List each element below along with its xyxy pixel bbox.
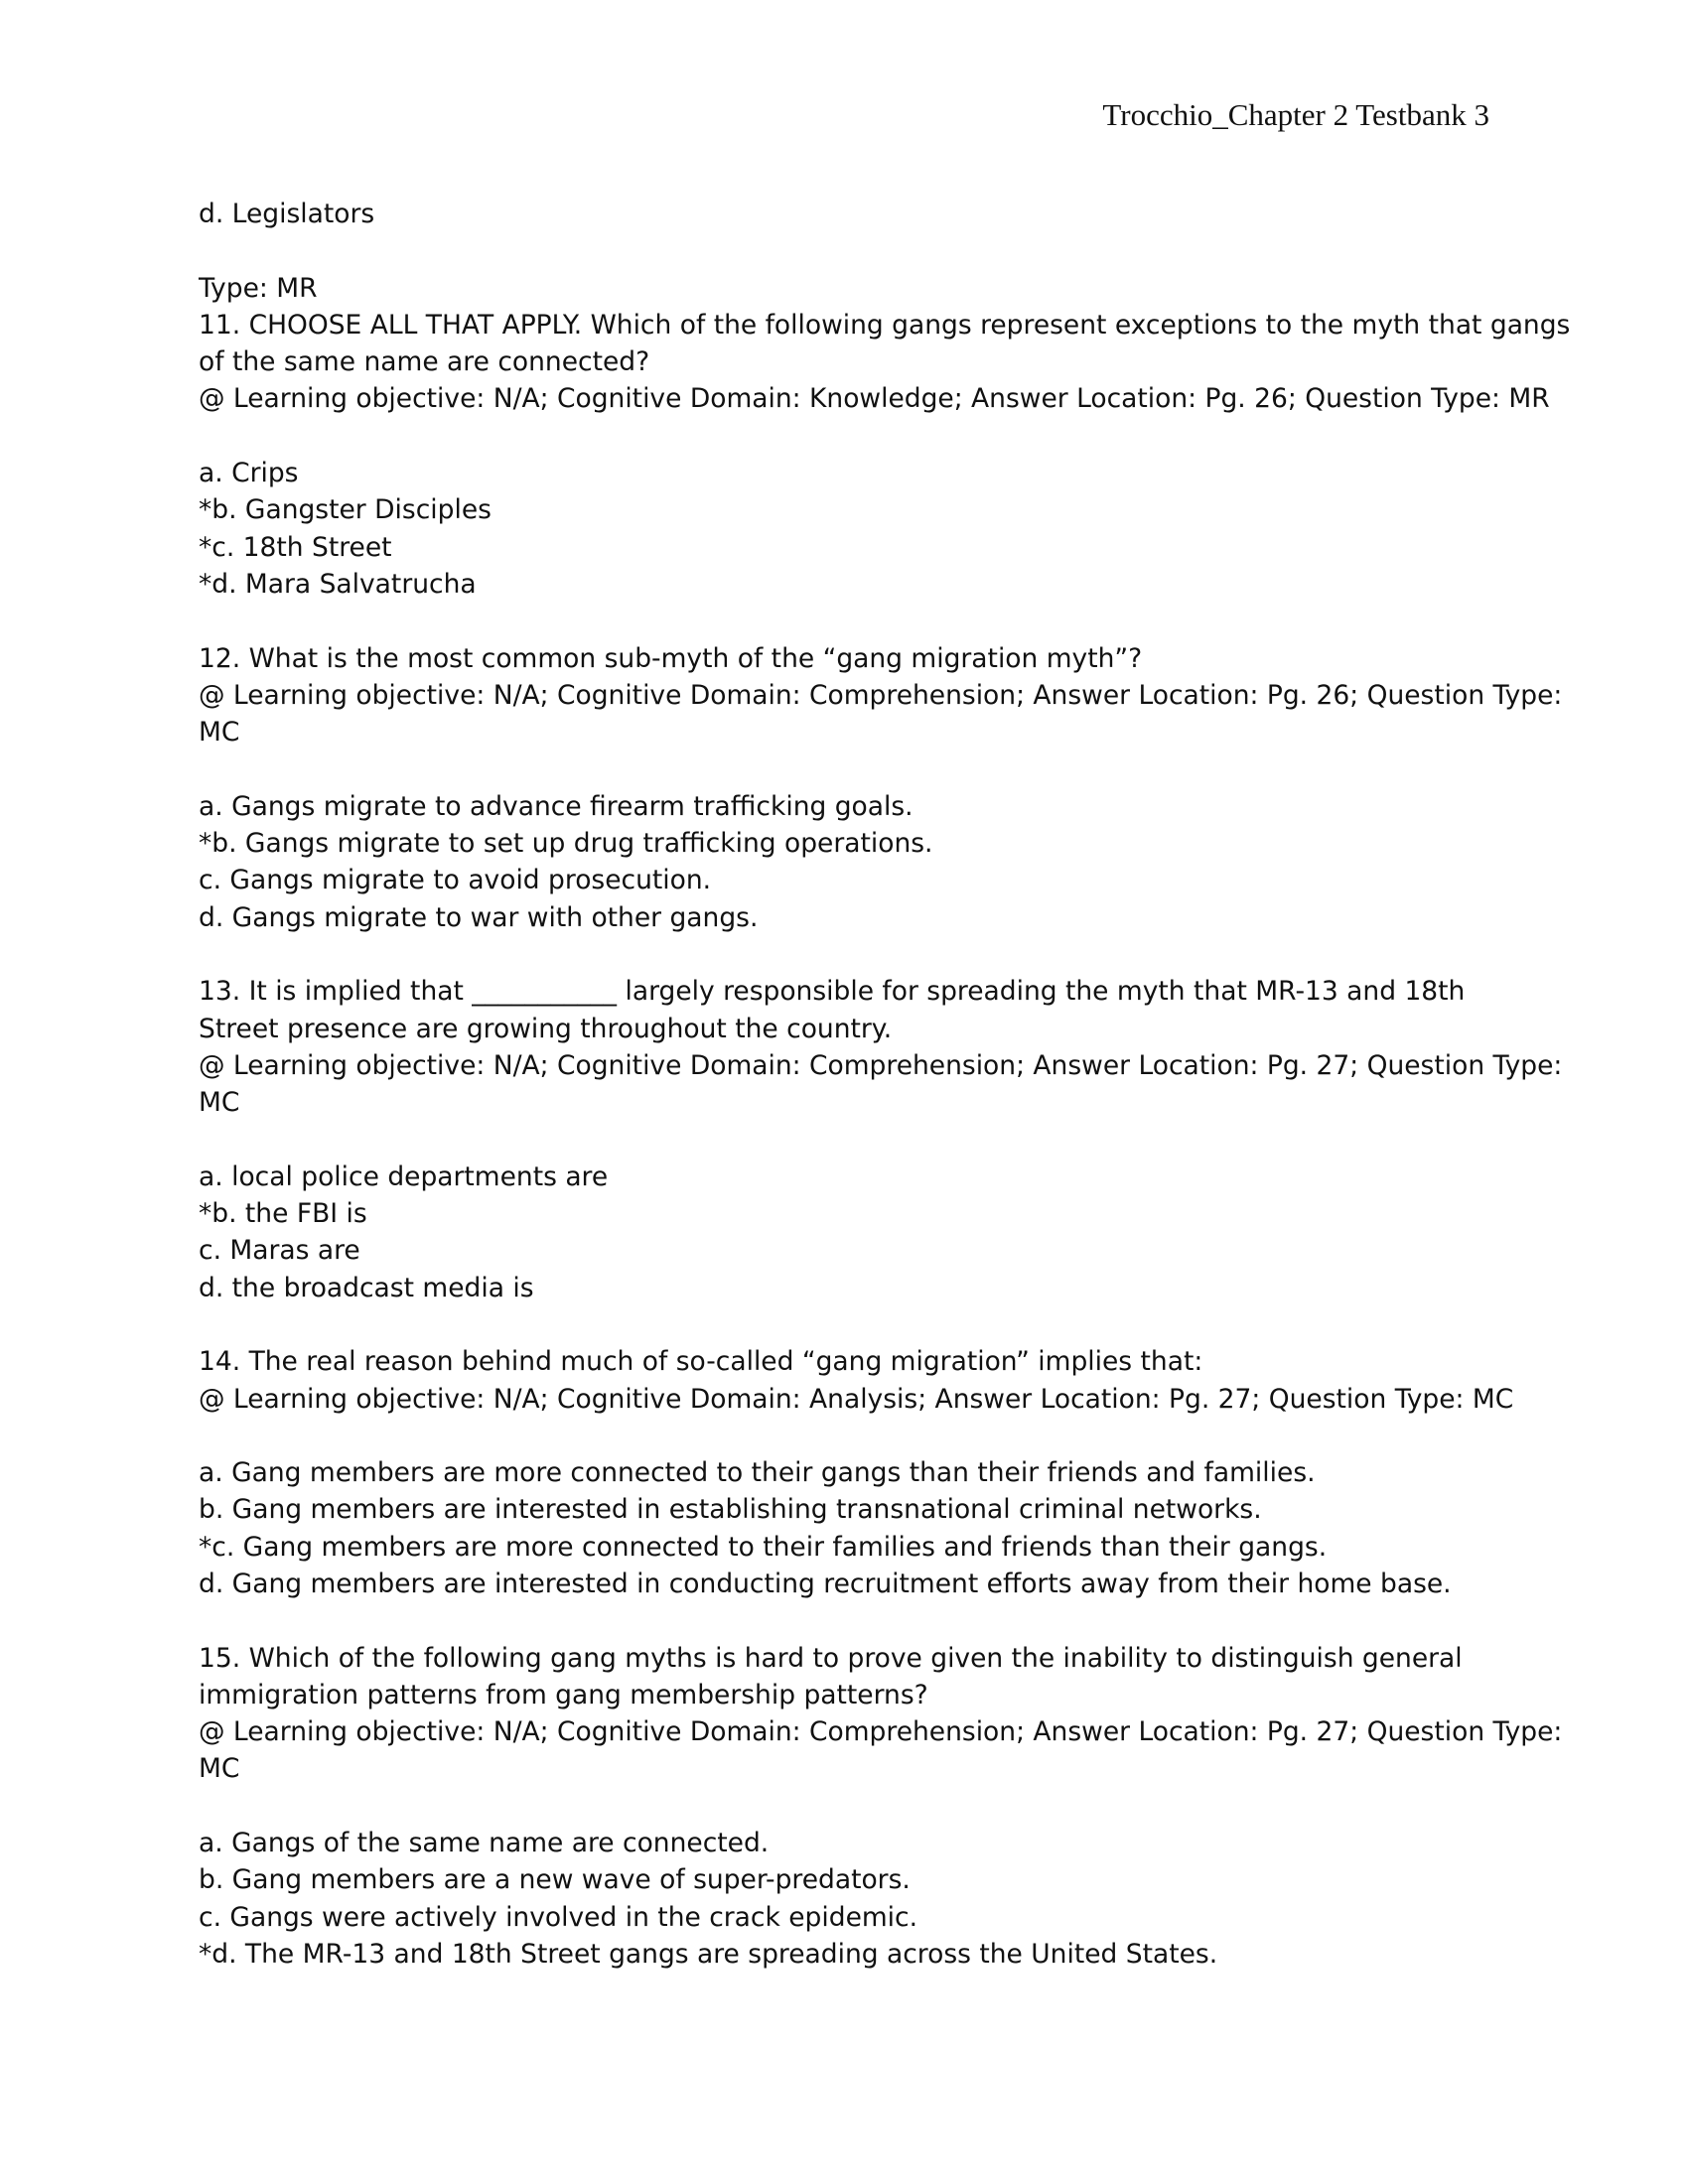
question-metadata: @ Learning objective: N/A; Cognitive Domain: Comprehension; Answer Location: Pg. 27; Question Type: xyxy=(199,1716,1563,1748)
question-type-label: Type: MR xyxy=(199,272,318,304)
question-metadata: MC xyxy=(199,1087,240,1119)
answer-option-correct: *d. Mara Salvatrucha xyxy=(199,568,477,600)
spacer xyxy=(199,1418,1489,1454)
spacer xyxy=(199,1121,1489,1158)
spacer xyxy=(199,232,1489,269)
question-stem: 14. The real reason behind much of so-called “gang migration” implies that: xyxy=(199,1346,1203,1378)
answer-option: c. Gangs migrate to avoid prosecution. xyxy=(199,865,712,896)
spacer xyxy=(199,751,1489,787)
running-header: Trocchio_Chapter 2 Testbank 3 xyxy=(1102,97,1489,132)
answer-option: d. the broadcast media is xyxy=(199,1272,534,1303)
answer-option-correct: *c. 18th Street xyxy=(199,531,392,563)
question-metadata: MC xyxy=(199,1753,240,1785)
answer-option: a. local police departments are xyxy=(199,1160,609,1192)
answer-option: d. Gangs migrate to war with other gangs. xyxy=(199,901,759,933)
question-12 xyxy=(199,640,1563,936)
answer-option-correct: *d. The MR-13 and 18th Street gangs are spreading across the United States. xyxy=(199,1938,1218,1970)
question-14 xyxy=(199,1343,1514,1602)
question-stem: Street presence are growing throughout the country. xyxy=(199,1013,893,1044)
carryover-option-d: d. Legislators xyxy=(199,199,375,229)
question-metadata: @ Learning objective: N/A; Cognitive Domain: Knowledge; Answer Location: Pg. 26; Question Type: MR xyxy=(199,383,1550,415)
answer-option-correct: *c. Gang members are more connected to their families and friends than their gangs. xyxy=(199,1531,1328,1563)
spacer xyxy=(199,1306,1489,1343)
question-stem: 11. CHOOSE ALL THAT APPLY. Which of the following gangs represent exceptions to the myth that gangs xyxy=(199,309,1571,341)
question-15 xyxy=(199,1640,1563,1974)
spacer xyxy=(199,936,1489,973)
question-metadata: MC xyxy=(199,717,240,749)
spacer xyxy=(199,1788,1489,1825)
question-stem: 12. What is the most common sub-myth of the “gang migration myth”? xyxy=(199,642,1143,674)
question-stem: 13. It is implied that ___________ largely responsible for spreading the myth that MR-13 and 18th xyxy=(199,976,1466,1008)
answer-option: b. Gang members are interested in establishing transnational criminal networks. xyxy=(199,1494,1262,1526)
answer-option-correct: *b. the FBI is xyxy=(199,1198,367,1230)
question-metadata: @ Learning objective: N/A; Cognitive Domain: Comprehension; Answer Location: Pg. 26; Question Type: xyxy=(199,679,1563,711)
answer-option: b. Gang members are a new wave of super-predators. xyxy=(199,1864,911,1896)
spacer xyxy=(199,603,1489,639)
question-metadata: @ Learning objective: N/A; Cognitive Domain: Analysis; Answer Location: Pg. 27; Question Type: MC xyxy=(199,1383,1514,1415)
answer-option: c. Gangs were actively involved in the crack epidemic. xyxy=(199,1901,918,1933)
question-metadata: @ Learning objective: N/A; Cognitive Domain: Comprehension; Answer Location: Pg. 27; Question Type: xyxy=(199,1049,1563,1081)
question-stem: of the same name are connected? xyxy=(199,346,650,378)
spacer xyxy=(199,418,1489,455)
spacer xyxy=(199,1602,1489,1639)
answer-option: a. Crips xyxy=(199,458,299,489)
answer-option-correct: *b. Gangs migrate to set up drug trafficking operations. xyxy=(199,828,933,860)
question-stem: 15. Which of the following gang myths is hard to prove given the inability to distinguish general xyxy=(199,1642,1463,1674)
question-stem: immigration patterns from gang membership patterns? xyxy=(199,1679,928,1710)
question-11 xyxy=(199,270,1571,604)
answer-option: d. Gang members are interested in conducting recruitment efforts away from their home base. xyxy=(199,1568,1452,1599)
answer-option: a. Gang members are more connected to their gangs than their friends and families. xyxy=(199,1457,1316,1489)
question-13 xyxy=(199,973,1563,1306)
page-content xyxy=(199,196,1571,1973)
answer-option-correct: *b. Gangster Disciples xyxy=(199,494,492,526)
answer-option: c. Maras are xyxy=(199,1235,360,1267)
answer-option: a. Gangs migrate to advance firearm trafficking goals. xyxy=(199,790,914,822)
answer-option: a. Gangs of the same name are connected. xyxy=(199,1828,770,1859)
